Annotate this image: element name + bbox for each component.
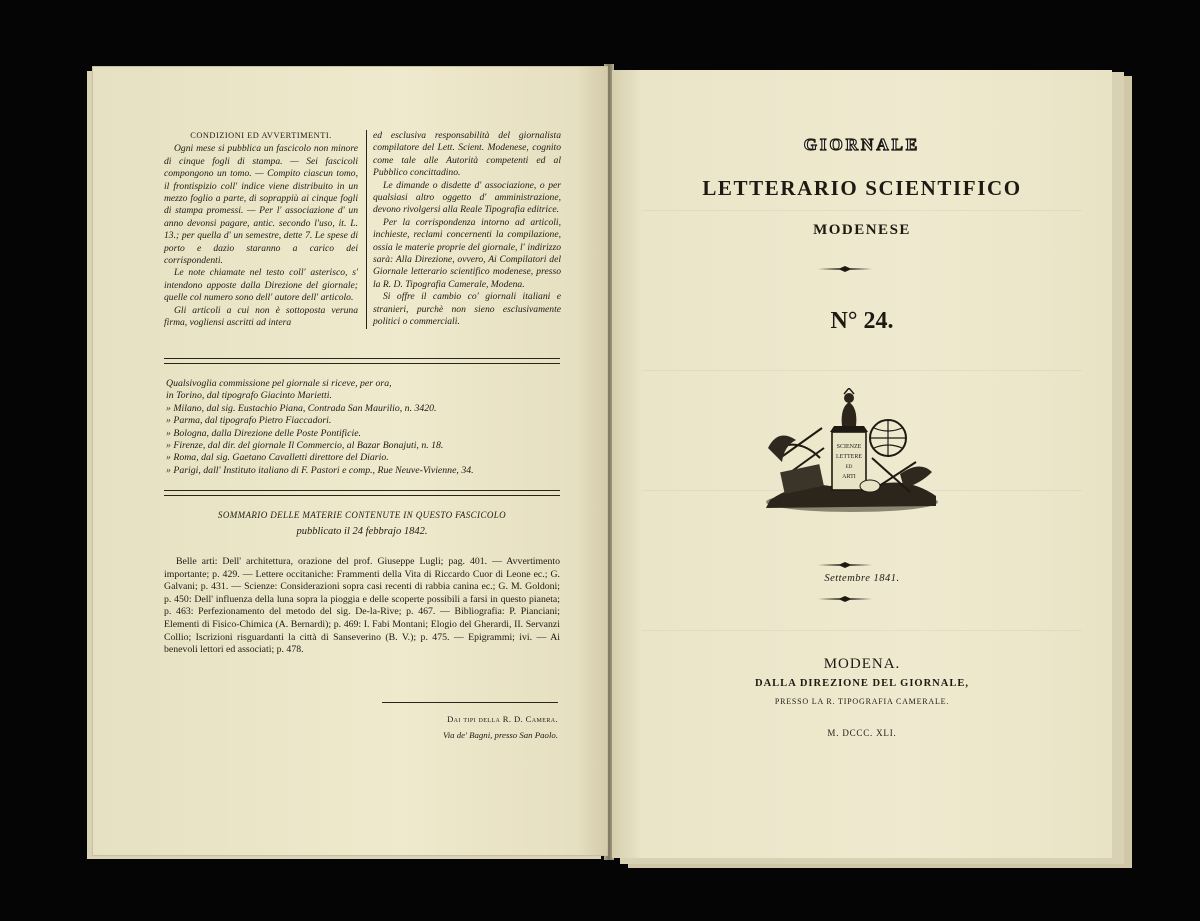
conditions-paragraph: Le note chiamate nel testo coll' asterisco, s' intendono apposte dalla Direzione del giornale; quelle col numero sono dell' autore dell' articolo. (164, 267, 358, 304)
double-rule (164, 490, 560, 496)
agent-line: » Roma, dal sig. Gaetano Cavalletti direttore del Diario. (166, 452, 389, 464)
publisher: DALLA DIREZIONE DEL GIORNALE, (755, 678, 969, 689)
agent-line: » Parma, dal tipografo Pietro Fiaccadori. (166, 415, 332, 427)
title-letterario-scientifico: LETTERARIO SCIENTIFICO (702, 176, 1022, 200)
summary-date: pubblicato il 24 febbrajo 1842. (296, 526, 428, 537)
agent-line: » Firenze, dal dir. del giornale Il Commercio, al Bazar Bonajuti, n. 18. (166, 440, 444, 452)
conditions-paragraph: Ogni mese si pubblica un fascicolo non minore di cinque fogli di stampa. — Sei fascicoli compongono un tomo. — Compito ciascun tomo, il frontispizio coll' indice viene distribuito in un mezzo foglio a parte, di soprappiù ai cinque fogli di stampa promessi. — Per l' associazione d' un anno devonsi pagare, antic. secondo l'uso, it. L. 13.; per quella d' un semestre, dette 7. Le spese di porto e dazio staranno a carico dei corrispondenti. (164, 143, 358, 267)
agents-intro: Qualsivoglia commissione pel giornale si riceve, per ora, (166, 378, 392, 389)
title-modenese: MODENESE (813, 222, 911, 238)
agent-line: » Milano, dal sig. Eustachio Piana, Contrada San Maurilio, n. 3420. (166, 402, 437, 414)
summary-title: SOMMARIO DELLE MATERIE CONTENUTE IN QUESTO FASCICOLO (217, 510, 507, 520)
allegorical-vignette-icon (760, 388, 940, 516)
right-page (612, 70, 1112, 858)
publication-year: M. DCCC. XLI. (827, 728, 897, 738)
show-through-line (642, 370, 1082, 371)
conditions-paragraph: Gli articoli a cui non è sottoposta veruna firma, vogliensi ascritti ad intera (164, 304, 358, 329)
show-through-line (642, 210, 1082, 211)
conditions-paragraph: Le dimande o disdette d' associazione, o per qualsiasi altro oggetto d' amministrazione, devono rivolgersi alla Reale Tipografia editrice. (373, 179, 561, 216)
ornament-rule-icon (818, 596, 872, 602)
agent-line: in Torino, dal tipografo Giacinto Marietti. (166, 390, 332, 402)
summary-text: Belle arti: Dell' architettura, orazione del prof. Giuseppe Lugli; pag. 401. — Avvertimento importante; p. 429. — Lettere occitaniche: Frammenti della Vita di Riccardo Cuor di Leone ec.; G. Galvani; p. 431. — Scienze: Considerazioni sopra casi recenti di rabbia canina ec.; G. M. Goldoni; p. 450: Dell' influenza della luna sopra la pioggia e delle scoperte possibili a farsi in questo pianeta; p. 463: Perfezionamento del metodo del sig. De-la-Rive; p. 467. — Bibliografia: P. Pianciani; Elementi di Fisico-Chimica (A. Bernardi); p. 469: I. Fabi Montani; Elogio del Gherardi, II. Servanzi Collio; Iscrizioni risguardanti la città di Sanseverino (B. V.); p. 475. — Epigrammi; ivi. — Ai benevoli lettori ed associati; p. 478. (164, 556, 560, 656)
left-page (92, 66, 608, 856)
place-of-publication: MODENA. (823, 656, 901, 672)
conditions-paragraph: ed esclusiva responsabilità del giornalista compilatore del Lett. Scient. Modenese, cognito come tale alle Autorità competenti ed al Pubblico concittadino. (373, 130, 561, 179)
printer-address: Via de' Bagni, presso San Paolo. (442, 730, 558, 740)
printer: PRESSO LA R. TIPOGRAFIA CAMERALE. (774, 697, 950, 706)
issue-date: Settembre 1841. (824, 573, 900, 584)
agent-line: » Parigi, dall' Instituto italiano di F. Pastori e comp., Rue Neuve-Vivienne, 34. (166, 464, 474, 476)
ornament-rule-icon (818, 266, 872, 272)
conditions-paragraph: Per la corrispondenza intorno ad articoli, inchieste, reclami concernenti la compilazione, ossia le materie proprie del giornale, l' indirizzo sarà: Alla Direzione, ovvero, Ai Compilatori del Giornale letterario scientifico modenese, presso la R. D. Tipografia Camerale, Modena. (373, 216, 561, 290)
double-rule (164, 358, 560, 364)
show-through-line (642, 630, 1082, 631)
ornament-rule-icon (818, 562, 872, 568)
vignette-label: LETTERE (836, 454, 862, 460)
conditions-column-1 (164, 130, 358, 330)
vignette-label: ED (845, 465, 853, 470)
conditions-paragraph: Si offre il cambio co' giornali italiani e stranieri, purchè non sieno esclusivamente politici o commerciali. (373, 291, 561, 328)
vignette-label: ARTI (842, 474, 856, 480)
vignette-label: SCIENZE (836, 444, 862, 450)
conditions-title: CONDIZIONI ED AVVERTIMENTI. (190, 131, 332, 140)
issue-number: N° 24. (830, 308, 894, 334)
conditions-column-2 (366, 130, 561, 329)
title-giornale: GIORNALE (803, 135, 921, 154)
printer-imprint: Dai tipi della R. D. Camera. (447, 714, 558, 724)
agent-line: » Bologna, dalla Direzione delle Poste Pontificie. (166, 427, 361, 439)
agents-list (166, 378, 560, 477)
printer-rule (382, 702, 558, 703)
